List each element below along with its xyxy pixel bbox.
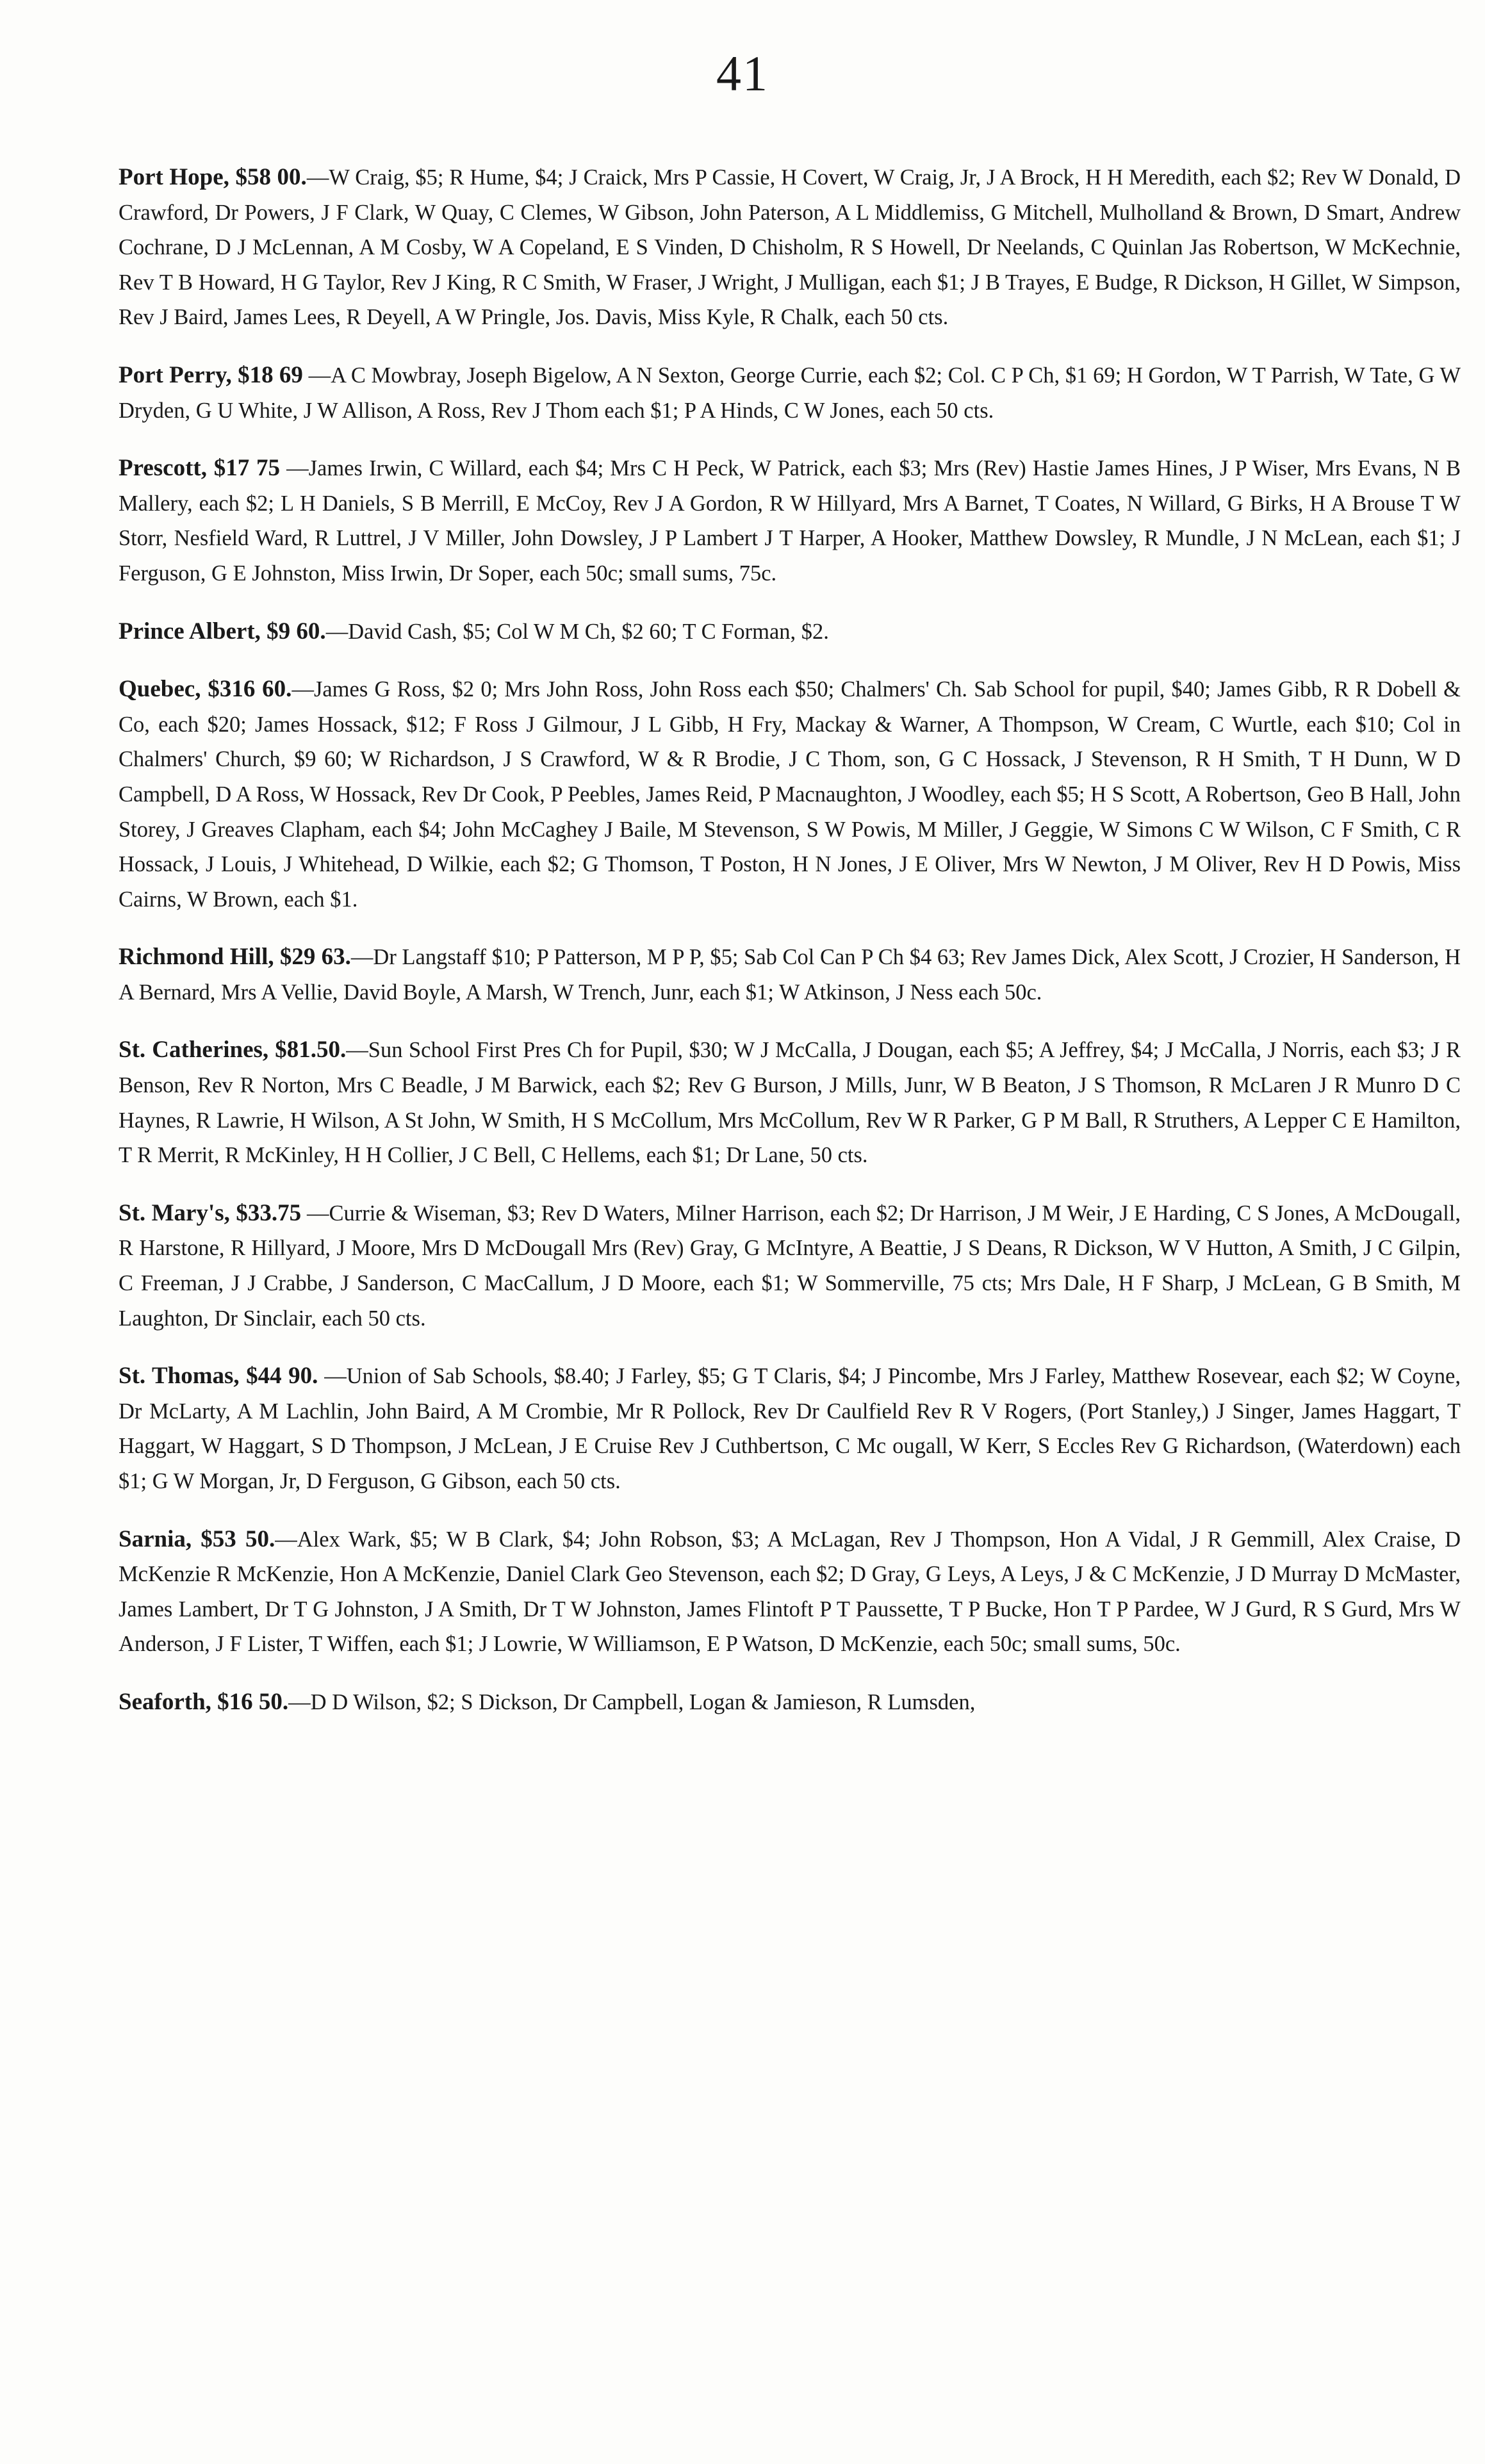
entry-quebec (119, 672, 1461, 917)
entry-heading: Quebec, $316 60. (119, 676, 292, 703)
entry-richmond-hill (119, 940, 1461, 1010)
page-number: 41 (716, 45, 769, 101)
entry-st-thomas (119, 1359, 1461, 1499)
entry-text: —A C Mowbray, Joseph Bigelow, A N Sexton, George Currie, each $2; Col. C P Ch, $1 69; H Gordon, W T Parrish, W Tate, G W Dryden, G U White, J W Allison, A Ross, Rev J Thom each $1; P A Hinds, C W Jones, each 50 cts. (119, 363, 1461, 423)
entry-heading: St. Mary's, $33.75 (119, 1199, 302, 1226)
entry-heading: Port Perry, $18 69 (119, 361, 303, 388)
entry-text: —W Craig, $5; R Hume, $4; J Craick, Mrs P Cassie, H Covert, W Craig, Jr, J A Brock, H H Meredith, each $2; Rev W Donald, D Crawford, Dr Powers, J F Clark, W Quay, C Clemes, W Gibson, John Paterson, A L Middlemiss, G Mitchell, Mulholland & Brown, D Smart, Andrew Cochrane, D J McLennan, A M Cosby, W A Copeland, E S Vinden, D Chisholm, R S Howell, Dr Neelands, C Quinlan Jas Robertson, W McKechnie, Rev T B Howard, H G Taylor, Rev J King, R C Smith, W Fraser, J Wright, J Mulligan, each $1; J B Trayes, E Budge, R Dickson, H Gillet, W Simpson, Rev J Baird, James Lees, R Deyell, A W Pringle, Jos. Davis, Miss Kyle, R Chalk, each 50 cts. (119, 165, 1461, 330)
entry-text: —David Cash, $5; Col W M Ch, $2 60; T C Forman, $2. (325, 619, 829, 644)
entry-text: —Dr Langstaff $10; P Patterson, M P P, $5; Sab Col Can P Ch $4 63; Rev James Dick, Alex Scott, J Crozier, H Sanderson, H A Bernard, Mrs A Vellie, David Boyle, A Marsh, W Trench, Junr, each $1; W Atkinson, J Ness each 50c. (119, 945, 1461, 1005)
entry-st-marys (119, 1196, 1461, 1336)
entry-text: —James G Ross, $2 0; Mrs John Ross, John Ross each $50; Chalmers' Ch. Sab School for pupil, $40; James Gibb, R R Dobell & Co, each $20; James Hossack, $12; F Ross J Gilmour, J L Gibb, H Fry, Mackay & Warner, A Thompson, W Cream, C Wurtle, each $10; Col in Chalmers' Church, $9 60; W Richardson, J S Crawford, W & R Brodie, J C Thom, son, G C Hossack, J Stevenson, R H Smith, T H Dunn, W D Campbell, D A Ross, W Hossack, Rev Dr Cook, P Peebles, James Reid, P Macnaughton, J Woodley, each $5; H S Scott, A Robertson, Geo B Hall, John Storey, J Greaves Clapham, each $4; John McCaghey J Baile, M Stevenson, S W Powis, M Miller, J Geggie, W Simons C W Wilson, C F Smith, C R Hossack, J Louis, J Whitehead, D Wilkie, each $2; G Thomson, T Poston, H N Jones, J E Oliver, Mrs W Newton, J M Oliver, Rev H D Powis, Miss Cairns, W Brown, each $1. (119, 677, 1461, 912)
entry-heading: St. Catherines, $81.50. (119, 1037, 347, 1064)
entry-text: —Union of Sab Schools, $8.40; J Farley, $5; G T Claris, $4; J Pincombe, Mrs J Farley, Matthew Rosevear, each $2; W Coyne, Dr McLarty, A M Lachlin, John Baird, A M Crombie, Mr R Pollock, Rev Dr Caulfield Rev R V Rogers, (Port Stanley,) J Singer, James Haggart, T Haggart, W Haggart, S D Thompson, J McLean, J E Cruise Rev J Cuthbertson, C Mc ougall, W Kerr, S Eccles Rev G Richardson, (Waterdown) each $1; G W Morgan, Jr, D Ferguson, G Gibson, each 50 cts. (119, 1364, 1461, 1493)
entry-port-hope (119, 160, 1461, 335)
subscription-list (119, 160, 1461, 1720)
entry-heading: St. Thomas, $44 90. (119, 1363, 318, 1390)
entry-seaforth (119, 1685, 1461, 1720)
entry-port-perry (119, 358, 1461, 428)
entry-heading: Port Hope, $58 00. (119, 164, 307, 190)
entry-prescott (119, 451, 1461, 591)
entry-heading: Prince Albert, $9 60. (119, 618, 326, 645)
entry-text: —Alex Wark, $5; W B Clark, $4; John Robson, $3; A McLagan, Rev J Thompson, Hon A Vidal, J R Gemmill, Alex Craise, D McKenzie R McKenzie, Hon A McKenzie, Daniel Clark Geo Stevenson, each $2; D Gray, G Leys, A Leys, J & C McKenzie, J D Murray D McMaster, James Lambert, Dr T G Johnston, J A Smith, Dr T W Johnston, James Flintoft P T Paussette, T P Bucke, Hon T P Pardee, W J Gurd, R S Gurd, Mrs W Anderson, J F Lister, T Wiffen, each $1; J Lowrie, W Williamson, E P Watson, D McKenzie, each 50c; small sums, 50c. (119, 1527, 1461, 1657)
entry-text: —Sun School First Pres Ch for Pupil, $30; W J McCalla, J Dougan, each $5; A Jeffrey, $4; J McCalla, J Norris, each $3; J R Benson, Rev R Norton, Mrs C Beadle, J M Barwick, each $2; Rev G Burson, J Mills, Junr, W B Beaton, J S Thomson, R McLaren J R Munro D C Haynes, R Lawrie, H Wilson, A St John, W Smith, H S McCollum, Mrs McCollum, Rev W R Parker, G P M Ball, R Struthers, A Lepper C E Hamilton, T R Merrit, R McKinley, H H Collier, J C Bell, C Hellems, each $1; Dr Lane, 50 cts. (119, 1038, 1461, 1168)
entry-st-catherines (119, 1033, 1461, 1172)
entry-heading: Seaforth, $16 50. (119, 1688, 289, 1715)
entry-sarnia (119, 1522, 1461, 1662)
entry-prince-albert (119, 614, 1461, 650)
entry-text: —Currie & Wiseman, $3; Rev D Waters, Milner Harrison, each $2; Dr Harrison, J M Weir, J E Harding, C S Jones, A McDougall, R Harstone, R Hillyard, J Moore, Mrs D McDougall Mrs (Rev) Gray, G McIntyre, A Beattie, J S Deans, R Dickson, W V Hutton, A Smith, J C Gilpin, C Freeman, J J Crabbe, J Sanderson, C MacCallum, J D Moore, each $1; W Sommerville, 75 cts; Mrs Dale, H F Sharp, J McLean, G B Smith, M Laughton, Dr Sinclair, each 50 cts. (119, 1201, 1461, 1331)
entry-text: —D D Wilson, $2; S Dickson, Dr Campbell, Logan & Jamieson, R Lumsden, (288, 1689, 976, 1714)
entry-heading: Sarnia, $53 50. (119, 1525, 275, 1552)
entry-text: —James Irwin, C Willard, each $4; Mrs C H Peck, W Patrick, each $3; Mrs (Rev) Hastie James Hines, J P Wiser, Mrs Evans, N B Mallery, each $2; L H Daniels, S B Merrill, E McCoy, Rev J A Gordon, R W Hillyard, Mrs A Barnet, T Coates, N Willard, G Birks, H A Brouse T W Storr, Nesfield Ward, R Luttrel, J V Miller, John Dowsley, J P Lambert J T Harper, A Hooker, Matthew Dowsley, R Mundle, J N McLean, each $1; J Ferguson, G E Johnston, Miss Irwin, Dr Soper, each 50c; small sums, 75c. (119, 456, 1461, 586)
entry-heading: Prescott, $17 75 (119, 455, 280, 482)
entry-heading: Richmond Hill, $29 63. (119, 944, 351, 971)
